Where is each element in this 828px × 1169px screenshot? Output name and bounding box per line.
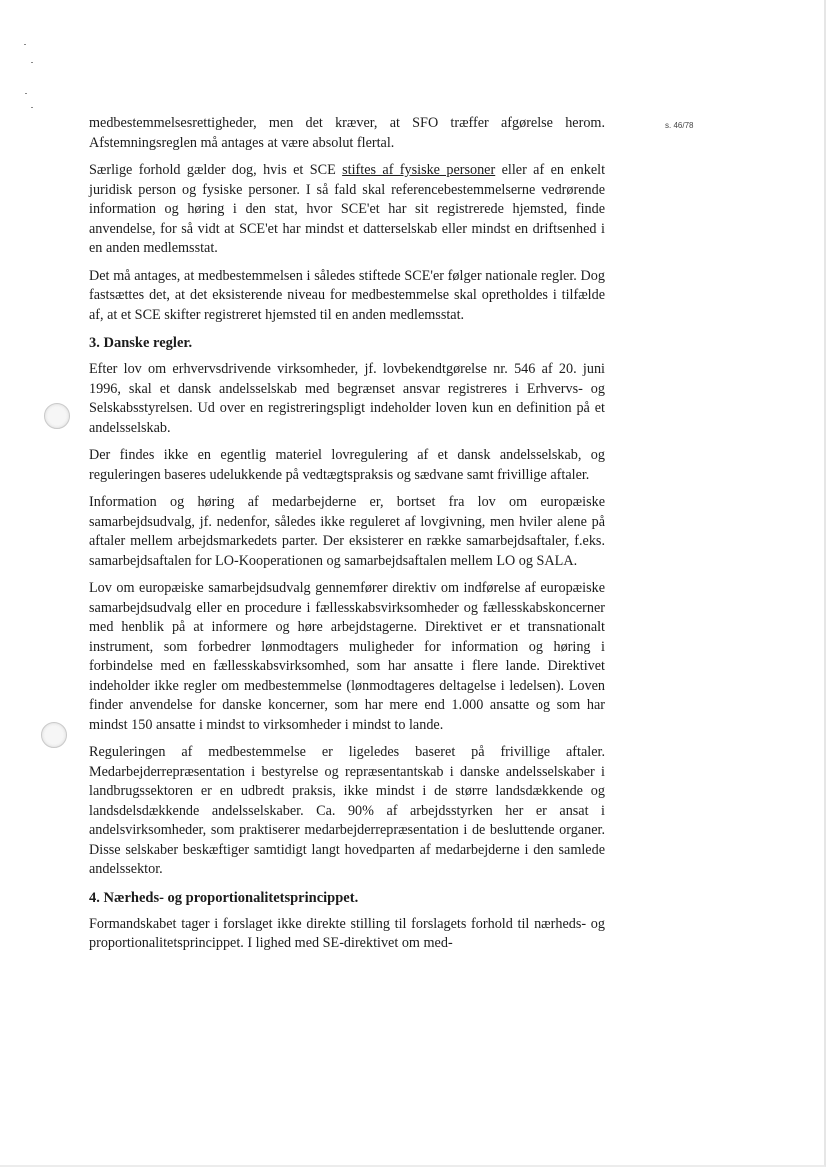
paragraph-text: eller af en enkelt juridisk person og fysiske personer. I så fald skal referencebestemmelserne vedrørende information og høring i den stat, hvor SCE'et har sit registrerede hjemsted, finde anvendelse, for så vidt at SCE'et har mindst et datterselskab eller mindst en driftsenhed i en anden medlemsstat. bbox=[89, 162, 606, 256]
paragraph: Reguleringen af medbestemmelse er ligeledes baseret på frivillige aftaler. Medarbejderrepræsentation i bestyrelse og repræsentantskab i danske andelsselskaber i landbrugssektoren er en udbredt praksis, ikke mindst i de større landsdækkende og landsdelsdækkende andelsselskaber. Ca. 90% af arbejdsstyrken her er ansat i andelsvirksomheder, som praktiserer medarbejderrepræsentation i de besluttende organer. Disse selskaber beskæftiger samtidigt langt hovedparten af medarbejderne i den samlede andelssektor. bbox=[89, 744, 605, 877]
punch-hole-mark bbox=[41, 722, 67, 748]
underlined-text: stiftes af fysiske personer bbox=[342, 162, 496, 178]
scan-speck bbox=[24, 44, 26, 45]
paragraph: Der findes ikke en egentlig materiel lovregulering af et dansk andelsselskab, og reguleringen baseres udelukkende på vedtægtspraksis og sædvane samt frivillige aftaler. bbox=[89, 447, 605, 483]
scan-speck bbox=[31, 62, 33, 63]
paragraph bbox=[89, 161, 605, 259]
paragraph: Efter lov om erhvervsdrivende virksomheder, jf. lovbekendtgørelse nr. 546 af 20. juni 1996, skal et dansk andelsselskab med begrænset ansvar registreres i Erhvervs- og Selskabsstyrelsen. Ud over en registreringspligt indeholder loven kun en definition på et andelsselskab. bbox=[89, 361, 605, 436]
paragraph: Det må antages, at medbestemmelsen i således stiftede SCE'er følger nationale regler. Dog fastsættes det, at det eksisterende niveau for medbestemmelse skal opretholdes i tilfælde af, at et SCE skifter registreret hjemsted til en anden medlemsstat. bbox=[89, 267, 605, 323]
scan-speck bbox=[25, 93, 27, 94]
section-heading: 3. Danske regler. bbox=[89, 335, 193, 351]
paragraph-text: Særlige forhold gælder dog, hvis et SCE bbox=[89, 162, 343, 178]
page-reference: s. 46/78 bbox=[665, 121, 694, 130]
paragraph: Formandskabet tager i forslaget ikke direkte stilling til forslagets forhold til nærheds- og proportionalitetsprincippet. I lighed med SE-direktivet om med- bbox=[89, 915, 605, 951]
paragraph: Information og høring af medarbejderne er, bortset fra lov om europæiske samarbejdsudvalg, jf. nedenfor, således ikke reguleret af lovgivning, men hviler alene på aftaler mellem arbejdsmarkedets parter. Der eksisterer en række samarbejdsaftaler, f.eks. samarbejdsaftalen for LO-Kooperationen og samarbejdsaftalen mellem LO og SALA. bbox=[89, 494, 605, 569]
section-heading: 4. Nærheds- og proportionalitetsprincippet. bbox=[89, 889, 359, 906]
punch-hole-mark bbox=[44, 403, 70, 429]
document-body bbox=[89, 114, 605, 962]
scan-speck bbox=[31, 107, 33, 108]
paragraph: medbestemmelsesrettigheder, men det kræver, at SFO træffer afgørelse herom. Afstemningsreglen må antages at være absolut flertal. bbox=[89, 115, 605, 151]
paragraph: Lov om europæiske samarbejdsudvalg gennemfører direktiv om indførelse af europæiske samarbejdsudvalg eller en procedure i fællesskabsvirksomheder og fællesskabskoncerner med henblik på at informere og høre arbejdstagerne. Direktivet er et transnationalt instrument, som forbedrer lønmodtagers muligheder for information og høring i forbindelse med en fællesskabsvirksomhed, som har ansatte i flere lande. Direktivet indeholder ikke regler om medbestemmelse (lønmodtageres deltagelse i ledelsen). Loven finder anvendelse for danske koncerner, som har mere end 1.000 ansatte og som har mindst 150 ansatte i mindst to virksomheder i mindst to lande. bbox=[89, 580, 605, 733]
